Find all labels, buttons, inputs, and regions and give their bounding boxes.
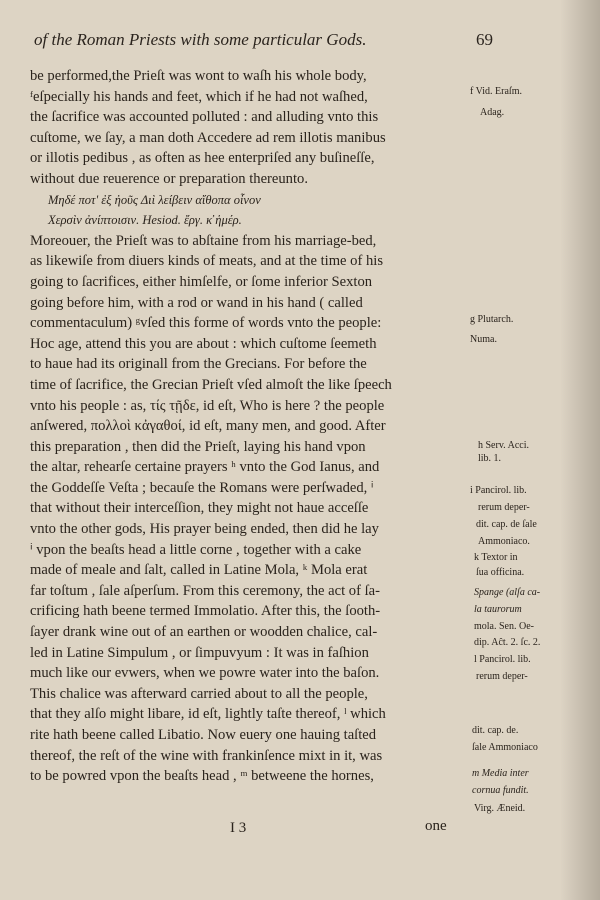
marginal-note: ſale Ammoniaco xyxy=(472,742,538,753)
body-text xyxy=(30,66,540,787)
marginal-note: f Vid. Eraſm. xyxy=(470,86,522,97)
text-line: the ſacrifice was accounted polluted : and alluding vnto this xyxy=(30,109,379,126)
text-line: the altar, rehearſe certaine prayers ʰ vnto the God Ianus, and xyxy=(30,459,380,476)
text-line: or illotis pedibus , as often as hee enterpriſed any buſineſſe, xyxy=(30,150,375,167)
text-line: far toſtum , ſale aſperſum. From this ceremony, the act of ſa- xyxy=(30,582,381,599)
text-line: going before him, with a rod or wand in his hand ( called xyxy=(30,294,363,311)
marginal-note: Numa. xyxy=(470,334,497,345)
text-line: ᶠeſpecially his hands and feet, which if he had not waſhed, xyxy=(30,88,368,105)
marginal-note: Ammoniaco. xyxy=(478,536,530,547)
text-line: without due reuerence or preparation thereunto. xyxy=(30,170,308,187)
marginal-note: Adag. xyxy=(480,107,505,118)
text-line: crificing hath beene termed Immolatio. After this, the ſooth- xyxy=(30,603,381,620)
page-number: 69 xyxy=(476,30,493,49)
marginal-note: k Textor in xyxy=(474,552,518,563)
text-line: vnto his people : as, τίς τῇδε, id eſt, Who is here ? the people xyxy=(30,397,385,414)
text-line: ſayer drank wine out of an earthen or woodden chalice, cal- xyxy=(30,624,378,641)
text-line: to be powred vpon the beaſts head , ᵐ betweene the hornes, xyxy=(30,768,374,785)
marginal-note: rerum deper- xyxy=(476,671,528,682)
text-line: that without their interceſſion, they might not haue acceſſe xyxy=(30,500,369,517)
text-line: rite hath beene called Libatio. Now euery one hauing taſted xyxy=(30,727,377,743)
text-line: the Goddeſſe Veſta ; becauſe the Romans were perſwaded, ⁱ xyxy=(30,479,374,496)
marginal-note: la taurorum xyxy=(474,604,522,615)
running-head: of the Roman Priests with some particular Gods. xyxy=(34,30,367,49)
text-line: to haue had its originall from the Grecians. For before the xyxy=(30,356,367,373)
marginal-note: Virg. Æneid. xyxy=(474,803,526,814)
text-line: led in Latine Simpulum , or ſimpuvyum : It was in faſhion xyxy=(30,644,369,661)
marginal-note: rerum deper- xyxy=(478,502,530,513)
marginal-note: g Plutarch. xyxy=(470,314,514,325)
marginal-note: dit. cap. de. xyxy=(472,725,519,736)
marginal-note: i Pancirol. lib. xyxy=(470,485,527,496)
marginal-note: lib. 1. xyxy=(478,453,502,464)
marginal-note: l Pancirol. lib. xyxy=(474,654,531,665)
catchword: one xyxy=(425,818,447,834)
marginal-note: Spange (alſa ca- xyxy=(474,587,541,598)
text-line: made of meale and ſalt, called in Latine Mola, ᵏ Mola erat xyxy=(30,562,368,579)
marginal-note: ſua officina. xyxy=(476,567,525,578)
text-line: ⁱ vpon the beaſts head a little corne , together with a cake xyxy=(30,541,362,558)
text-line: thereof, the reſt of the wine with frankinſence mixt in it, was xyxy=(30,747,383,764)
text-line: as likewiſe from diuers kinds of meats, and at the time of his xyxy=(30,253,384,270)
marginal-note: dip. Aĉt. 2. ſc. 2. xyxy=(474,637,541,648)
text-line: time of ſacrifice, the Grecian Prieſt vſed almoſt the like ſpeech xyxy=(30,376,392,393)
marginal-note: cornua fundit. xyxy=(472,785,529,796)
marginal-note: m Media inter xyxy=(472,768,529,779)
text-line: that they alſo might libare, id eſt, lightly taſte thereof, ˡ which xyxy=(30,706,386,723)
text-line: cuſtome, we ſay, a man doth Accedere ad rem illotis manibus xyxy=(30,129,386,146)
greek-quote-line: Χερσὶν ἀνίπτοισιν. Hesiod. ἔργ. κ̓ ἡμέρ. xyxy=(48,213,242,228)
marginal-note: mola. Sen. Oe- xyxy=(474,621,534,632)
signature-mark: I 3 xyxy=(230,820,247,836)
text-line: this preparation , then did the Prieſt, laying his hand vpon xyxy=(30,438,366,455)
text-line: Hoc age, attend this you are about : which cuſtome ſeemeth xyxy=(30,335,377,352)
marginal-note: dit. cap. de ſale xyxy=(476,519,537,530)
text-line: be performed,the Prieſt was wont to waſh his whole body, xyxy=(30,68,367,84)
text-line: commentaculum) ᵍvſed this forme of words vnto the people: xyxy=(30,315,382,332)
text-line: anſwered, πολλοὶ κἀγαθοί, id eſt, many men, and good. After xyxy=(30,418,386,435)
text-line: vnto the other gods, His prayer being ended, then did he lay xyxy=(30,521,379,538)
greek-quote-line: Μηδέ ποτ' ἐξ ἠοῦς Διὶ λείβειν αἴθοπα οἶνον xyxy=(48,192,261,207)
text-line: much like our evwers, when we powre water into the baſon. xyxy=(30,665,380,682)
text-line: going to ſacrifices, either himſelfe, or ſome inferior Sexton xyxy=(30,273,373,290)
marginal-note: h Serv. Acci. xyxy=(478,440,530,451)
text-line: This chalice was afterward carried about to all the people, xyxy=(30,685,368,702)
text-line: Moreouer, the Prieſt was to abſtaine from his marriage-bed, xyxy=(30,232,377,249)
